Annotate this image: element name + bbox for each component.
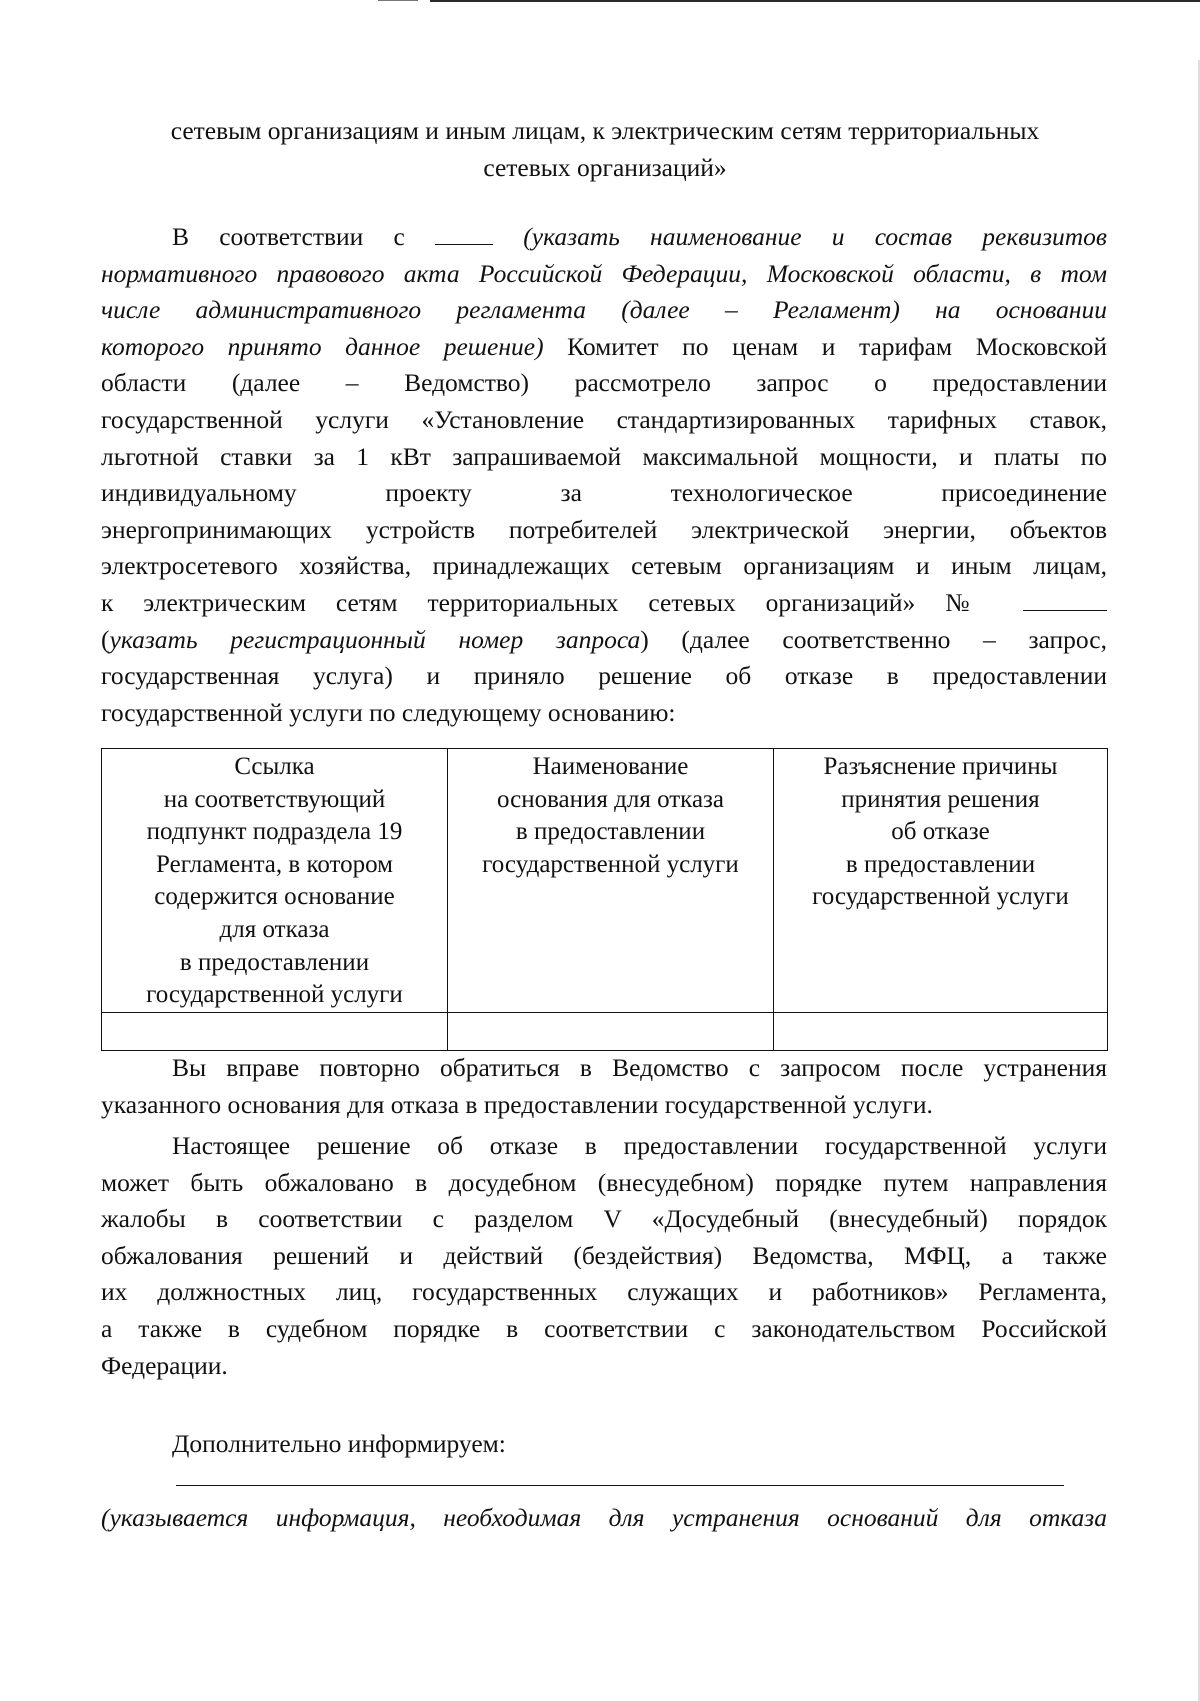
text-line: государственная услуга) и приняло решение об отказе в предоставлении bbox=[101, 661, 1107, 691]
heading bbox=[105, 112, 1105, 186]
paragraph-appeal bbox=[101, 1128, 1107, 1384]
text-line: может быть обжаловано в досудебном (внесудебном) порядке путем направления bbox=[101, 1167, 1107, 1197]
paragraph-additional bbox=[101, 1426, 1107, 1463]
scan-artifact bbox=[378, 0, 418, 1]
text-line: электросетевого хозяйства, принадлежащих сетевым организациям и иным лицам, bbox=[101, 551, 1107, 581]
text-line: к электрическим сетям территориальных сетевых организаций» № bbox=[101, 585, 1107, 622]
text-line: энергопринимающих устройств потребителей электрической энергии, объектов bbox=[101, 514, 1107, 544]
cell-line: основания для отказа bbox=[496, 785, 725, 813]
fill-in-line bbox=[176, 1485, 1064, 1486]
text-line: Федерации. bbox=[101, 1350, 228, 1380]
cell-line: государственной услуги bbox=[146, 981, 403, 1009]
table-row bbox=[102, 1012, 1108, 1050]
text-line: которого принято данное решение) Комитет по ценам и тарифам Московской bbox=[101, 331, 1107, 361]
scan-artifact bbox=[430, 0, 1200, 2]
text-line: а также в судебном порядке в соответствии с законодательством Российской bbox=[101, 1313, 1107, 1343]
text-line: Дополнительно информируем: bbox=[172, 1429, 506, 1458]
table-cell bbox=[448, 1012, 774, 1050]
text-line: Вы вправе повторно обратиться в Ведомство с запросом после устранения bbox=[172, 1053, 1107, 1082]
cell-line: подпункт подраздела 19 bbox=[146, 818, 403, 846]
cell-line: принятия решения bbox=[841, 785, 1040, 813]
table-cell bbox=[774, 1012, 1108, 1050]
text-line: индивидуальному проекту за технологическое присоединение bbox=[101, 478, 1107, 508]
table-header-row bbox=[102, 749, 1108, 1013]
note-instruction bbox=[101, 1500, 1107, 1537]
text-line: области (далее – Ведомство) рассмотрело запрос о предоставлении bbox=[101, 368, 1107, 398]
refusal-reasons-table bbox=[101, 748, 1108, 1051]
cell-line: содержится основание bbox=[154, 883, 395, 911]
paragraph-main bbox=[101, 219, 1107, 731]
text-line: обжалования решений и действий (бездействия) Ведомства, МФЦ, а также bbox=[101, 1240, 1107, 1270]
cell-line: Наименование bbox=[532, 753, 689, 780]
text-line: жалобы в соответствии с разделом V «Досудебный (внесудебный) порядок bbox=[101, 1204, 1107, 1234]
text-line: В соответствии с (указать наименование и состав реквизитов bbox=[172, 222, 1107, 251]
cell-line: для отказа bbox=[219, 915, 330, 943]
text-line: Настоящее решение об отказе в предоставлении государственной услуги bbox=[172, 1131, 1107, 1160]
table-header-cell bbox=[448, 749, 774, 1013]
heading-line: сетевым организациям и иным лицам, к электрическим сетям территориальных bbox=[170, 116, 1040, 145]
text-line: (указывается информация, необходимая для устранения оснований для отказа bbox=[101, 1503, 1107, 1532]
text-line: их должностных лиц, государственных служащих и работников» Регламента, bbox=[101, 1277, 1107, 1307]
cell-line: государственной услуги bbox=[482, 850, 739, 878]
table-header-cell bbox=[774, 749, 1108, 1013]
blank-field bbox=[435, 222, 493, 245]
cell-line: Ссылка bbox=[234, 753, 315, 780]
table-cell bbox=[102, 1012, 448, 1050]
text-line: государственной услуги по следующему основанию: bbox=[101, 697, 676, 727]
text-line: нормативного правового акта Российской Федерации, Московской области, в том bbox=[101, 258, 1107, 288]
cell-line: государственной услуги bbox=[812, 883, 1069, 911]
text-line: государственной услуги «Установление стандартизированных тарифных ставок, bbox=[101, 404, 1107, 434]
blank-field bbox=[1023, 588, 1107, 611]
text-line: льготной ставки за 1 кВт запрашиваемой максимальной мощности, и платы по bbox=[101, 441, 1107, 471]
table-header-cell bbox=[102, 749, 448, 1013]
cell-line: в предоставлении bbox=[845, 850, 1036, 878]
heading-line: сетевых организаций» bbox=[483, 153, 727, 182]
cell-line: в предоставлении bbox=[515, 818, 706, 846]
text-line: (указать регистрационный номер запроса) (далее соответственно – запрос, bbox=[101, 624, 1107, 654]
paragraph-reapply bbox=[101, 1050, 1107, 1123]
cell-line: об отказе bbox=[891, 818, 990, 846]
cell-line: на соответствующий bbox=[163, 785, 386, 813]
text-line: указанного основания для отказа в предоставлении государственной услуги. bbox=[101, 1089, 933, 1119]
text-line: числе административного регламента (далее – Регламент) на основании bbox=[101, 295, 1107, 325]
cell-line: Разъяснение причины bbox=[823, 753, 1058, 780]
cell-line: Регламента, в котором bbox=[156, 850, 393, 878]
cell-line: в предоставлении bbox=[179, 948, 370, 976]
